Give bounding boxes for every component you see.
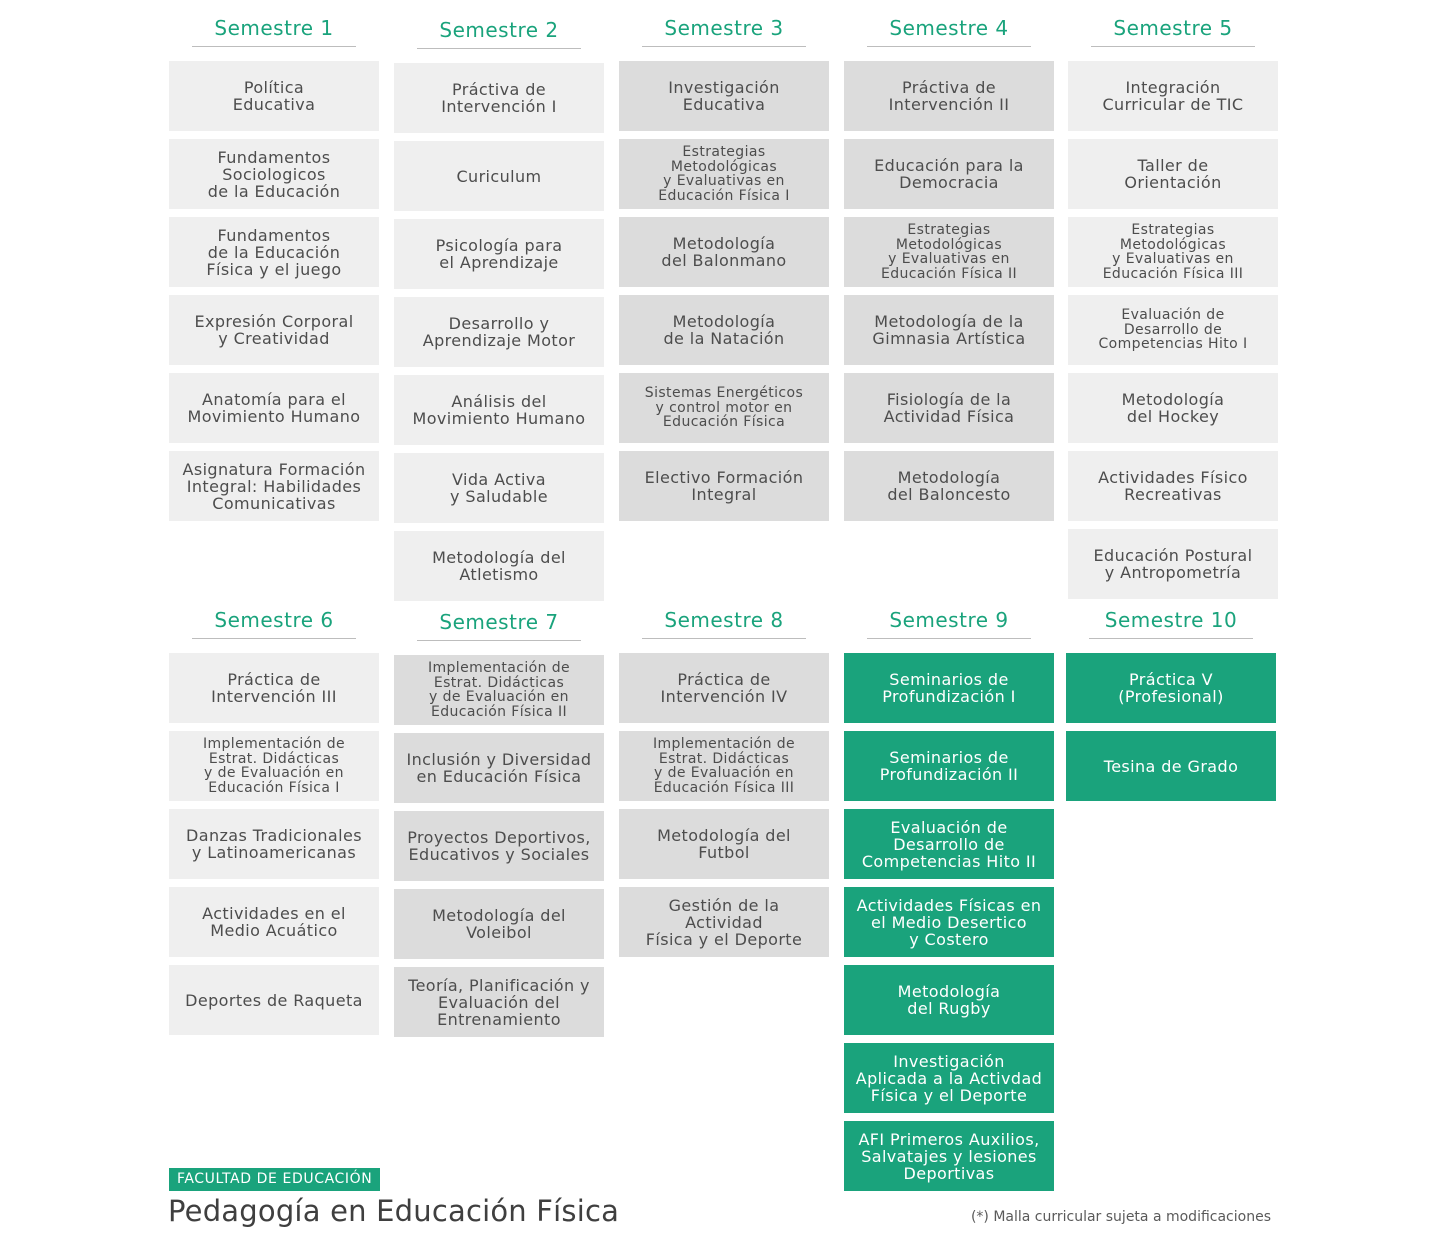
semester-title: Semestre 2: [417, 17, 581, 49]
semester-title: Semestre 4: [867, 15, 1031, 47]
course-box: Metodología de la Gimnasia Artística: [844, 295, 1054, 365]
course-box: Análisis del Movimiento Humano: [394, 375, 604, 445]
course-box: Fundamentos Sociologicos de la Educación: [169, 139, 379, 209]
course-box: Práctica de Intervención IV: [619, 653, 829, 723]
course-box: Psicología para el Aprendizaje: [394, 219, 604, 289]
course-box: Actividades Físico Recreativas: [1068, 451, 1278, 521]
semester-1: [168, 15, 380, 529]
course-box: Actividades Físicas en el Medio Desertico y Costero: [844, 887, 1054, 957]
course-box: Práctiva de Intervención I: [394, 63, 604, 133]
course-box: Vida Activa y Saludable: [394, 453, 604, 523]
course-box: Curiculum: [394, 141, 604, 211]
course-box: Gestión de la Actividad Física y el Deporte: [619, 887, 829, 957]
semester-title: Semestre 8: [642, 607, 806, 639]
semester-6: [168, 607, 380, 1043]
course-box: Desarrollo y Aprendizaje Motor: [394, 297, 604, 367]
course-box: AFI Primeros Auxilios, Salvatajes y lesiones Deportivas: [844, 1121, 1054, 1191]
course-box: Deportes de Raqueta: [169, 965, 379, 1035]
course-box: Fundamentos de la Educación Física y el juego: [169, 217, 379, 287]
course-box: Política Educativa: [169, 61, 379, 131]
course-box: Investigación Educativa: [619, 61, 829, 131]
course-box: Evaluación de Desarrollo de Competencias Hito I: [1068, 295, 1278, 365]
program-title: Pedagogía en Educación Física: [168, 1194, 620, 1228]
course-box: Asignatura Formación Integral: Habilidades Comunicativas: [169, 451, 379, 521]
course-box: Inclusión y Diversidad en Educación Física: [394, 733, 604, 803]
course-box: Teoría, Planificación y Evaluación del Entrenamiento: [394, 967, 604, 1037]
course-box: Implementación de Estrat. Didácticas y de Evaluación en Educación Física II: [394, 655, 604, 725]
course-box: Metodología del Hockey: [1068, 373, 1278, 443]
course-box: Tesina de Grado: [1066, 731, 1276, 801]
course-box: Metodología del Baloncesto: [844, 451, 1054, 521]
semester-title: Semestre 9: [867, 607, 1031, 639]
course-box: Metodología del Balonmano: [619, 217, 829, 287]
course-box: Seminarios de Profundización I: [844, 653, 1054, 723]
course-box: Educación para la Democracia: [844, 139, 1054, 209]
semester-10: [1065, 607, 1277, 809]
course-box: Práctica V (Profesional): [1066, 653, 1276, 723]
course-box: Anatomía para el Movimiento Humano: [169, 373, 379, 443]
curriculum-note: (*) Malla curricular sujeta a modificaciones: [970, 1209, 1271, 1225]
semester-3: [618, 15, 830, 529]
faculty-badge: FACULTAD DE EDUCACIÓN: [169, 1168, 380, 1191]
semester-5: [1067, 15, 1279, 607]
course-box: Proyectos Deportivos, Educativos y Sociales: [394, 811, 604, 881]
course-box: Educación Postural y Antropometría: [1068, 529, 1278, 599]
course-box: Fisiología de la Actividad Física: [844, 373, 1054, 443]
semester-title: Semestre 3: [642, 15, 806, 47]
course-box: Metodología de la Natación: [619, 295, 829, 365]
semester-7: [393, 609, 605, 1045]
course-box: Estrategias Metodológicas y Evaluativas en Educación Física I: [619, 139, 829, 209]
semester-title: Semestre 6: [192, 607, 356, 639]
course-box: Implementación de Estrat. Didácticas y de Evaluación en Educación Física III: [619, 731, 829, 801]
course-box: Taller de Orientación: [1068, 139, 1278, 209]
semester-9: [843, 607, 1055, 1199]
course-box: Expresión Corporal y Creatividad: [169, 295, 379, 365]
course-box: Práctiva de Intervención II: [844, 61, 1054, 131]
course-box: Evaluación de Desarrollo de Competencias Hito II: [844, 809, 1054, 879]
semester-title: Semestre 7: [417, 609, 581, 641]
course-box: Metodología del Rugby: [844, 965, 1054, 1035]
course-box: Estrategias Metodológicas y Evaluativas en Educación Física II: [844, 217, 1054, 287]
semester-4: [843, 15, 1055, 529]
course-box: Investigación Aplicada a la Activdad Física y el Deporte: [844, 1043, 1054, 1113]
course-box: Sistemas Energéticos y control motor en Educación Física: [619, 373, 829, 443]
course-box: Actividades en el Medio Acuático: [169, 887, 379, 957]
course-box: Metodología del Atletismo: [394, 531, 604, 601]
semester-title: Semestre 10: [1089, 607, 1253, 639]
course-box: Estrategias Metodológicas y Evaluativas en Educación Física III: [1068, 217, 1278, 287]
course-box: Práctica de Intervención III: [169, 653, 379, 723]
course-box: Electivo Formación Integral: [619, 451, 829, 521]
course-box: Danzas Tradicionales y Latinoamericanas: [169, 809, 379, 879]
semester-2: [393, 17, 605, 609]
semester-8: [618, 607, 830, 965]
semester-title: Semestre 5: [1091, 15, 1255, 47]
semester-title: Semestre 1: [192, 15, 356, 47]
course-box: Integración Curricular de TIC: [1068, 61, 1278, 131]
course-box: Implementación de Estrat. Didácticas y de Evaluación en Educación Física I: [169, 731, 379, 801]
course-box: Metodología del Voleibol: [394, 889, 604, 959]
course-box: Seminarios de Profundización II: [844, 731, 1054, 801]
course-box: Metodología del Futbol: [619, 809, 829, 879]
